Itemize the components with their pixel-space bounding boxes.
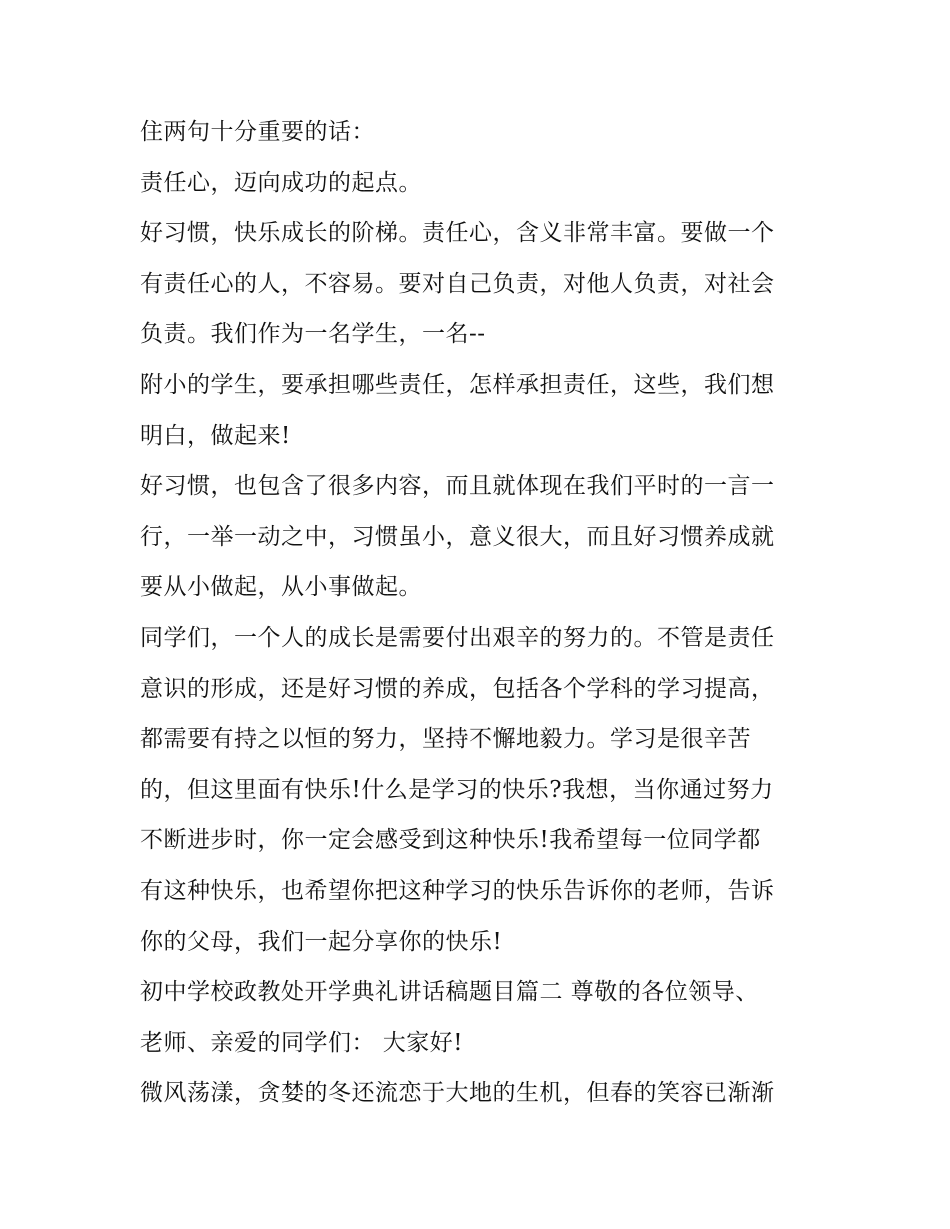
- text-line: 负责。我们作为一名学生，一名--: [140, 321, 486, 348]
- text-line: 微风荡漾，贪婪的冬还流恋于大地的生机，但春的笑容已渐渐: [140, 1080, 775, 1107]
- text-line: 明白，做起来!: [140, 422, 291, 449]
- document-body: [140, 107, 820, 1119]
- text-line: 都需要有持之以恒的努力，坚持不懈地毅力。学习是很辛苦: [140, 726, 751, 753]
- text-line: 有责任心的人，不容易。要对自己负责，对他人负责，对社会: [140, 270, 775, 297]
- text-line: 好习惯，也包含了很多内容，而且就体现在我们平时的一言一: [140, 473, 775, 500]
- text-line: 意识的形成，还是好习惯的养成，包括各个学科的学习提高，: [140, 675, 775, 702]
- text-line: 责任心，迈向成功的起点。: [140, 169, 422, 196]
- text-line: 老师、亲爱的同学们： 大家好!: [140, 1029, 464, 1056]
- text-line: 有这种快乐，也希望你把这种学习的快乐告诉你的老师，告诉: [140, 877, 775, 904]
- text-line: 住两句十分重要的话：: [140, 119, 375, 145]
- text-line: 同学们，一个人的成长是需要付出艰辛的努力的。不管是责任: [140, 624, 775, 651]
- text-line: 不断进步时，你一定会感受到这种快乐!我希望每一位同学都: [140, 827, 761, 854]
- text-line: 附小的学生，要承担哪些责任，怎样承担责任，这些，我们想: [140, 371, 775, 398]
- text-line: 初中学校政教处开学典礼讲话稿题目篇二 尊敬的各位领导、: [140, 979, 759, 1006]
- text-line: 好习惯，快乐成长的阶梯。责任心，含义非常丰富。要做一个: [140, 220, 775, 247]
- text-line: 要从小做起，从小事做起。: [140, 574, 422, 601]
- text-line: 你的父母，我们一起分享你的快乐!: [140, 928, 503, 955]
- text-line: 的，但这里面有快乐!什么是学习的快乐?我想，当你通过努力: [140, 776, 774, 803]
- text-line: 行，一举一动之中，习惯虽小，意义很大，而且好习惯养成就: [140, 523, 775, 550]
